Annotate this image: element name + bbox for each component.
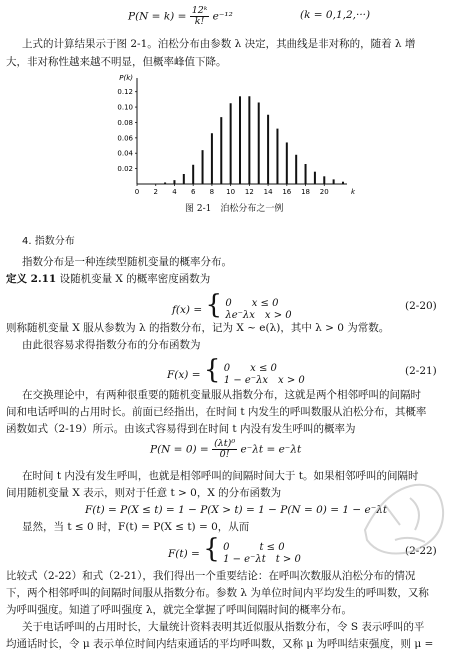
equation-2-22: F(t) = { 0 t ≤ 0 1 − e⁻λt t > 0 (168, 534, 301, 565)
x-tick-label: 12 (244, 188, 254, 196)
x-tick-label: 16 (282, 188, 292, 196)
equation-p0: P(N = 0) = $\frac{\text{(λt)⁰}}{0!} e^-\lambda t = e^-\lambda t$ (150, 438, 302, 460)
y-tick-label: 0.04 (117, 149, 133, 158)
x-tick-label: 2 (153, 188, 158, 196)
definition-text: 设随机变量 X 的概率密度函数为 (59, 273, 211, 285)
definition-label: 定义 2.11 (6, 273, 57, 285)
poisson-chart (105, 72, 355, 200)
equation-2-20: f(x) = { 0 x ≤ 0 λe⁻λx x > 0 (172, 290, 292, 321)
x-tick-label: 6 (190, 188, 196, 196)
formula-condition: (k = 0,1,2,···) (300, 9, 371, 21)
section-heading: 4. 指数分布 (22, 236, 75, 247)
para5-line2: 间和电话呼叫的占用时长。前面已经指出，在时间 t 内发生的呼叫数服从泊松分布，其概率 (6, 406, 427, 418)
figure-caption: 图 2-1 泊松分布之一例 (185, 204, 284, 214)
x-axis-label: k (351, 188, 355, 196)
para7: 显然，当 t ≤ 0 时，F(t) = P(X ≤ t) = 0，从而 (22, 521, 250, 533)
para8-line1: 比较式（2-22）和式（2-21），我们得出一个重要结论：在呼叫次数服从泊松分布的情况 (6, 570, 416, 582)
eq-tag-2-21: (2-21) (405, 365, 437, 377)
y-axis-label: P(k) (119, 74, 133, 82)
y-tick-label: 0.12 (117, 88, 133, 97)
para9-line1: 关于电话呼叫的占用时长，大量统计资料表明其近似服从指数分布，令 S 表示呼叫的平 (22, 621, 425, 633)
equation-2-21: F(x) = { 0 x ≤ 0 1 − e⁻λx x > 0 (167, 355, 305, 386)
y-tick-label: 0.08 (117, 118, 133, 127)
x-tick-label: 4 (172, 188, 177, 196)
y-tick-label: 0.02 (117, 165, 133, 174)
para1-line2: 大，非对称性越来越不明显，但概率峰值下降。 (6, 56, 227, 68)
x-tick-label: 18 (301, 188, 311, 196)
para3: 则称随机变量 X 服从参数为 λ 的指数分布，记为 X ~ e(λ)，其中 λ > 0 为常数。 (6, 322, 390, 334)
eq-tag-2-22: (2-22) (405, 545, 437, 557)
formula-lhs: P(N = k) = (128, 10, 187, 23)
para5-line1: 在交换理论中，有两种很重要的随机变量服从指数分布，这就是两个相邻呼叫的间隔时 (22, 389, 421, 401)
poisson-formula (128, 6, 233, 27)
x-tick-label: 10 (226, 188, 236, 196)
equation-ft: F(t) = P(X ≤ t) = 1 − P(X > t) = 1 − P(N = 0) = 1 − e⁻λt (85, 504, 388, 516)
para1-line1: 上式的计算结果示于图 2-1。泊松分布由参数 λ 决定，其曲线是非对称的，随着 λ 增 (22, 38, 416, 50)
para6-line1: 在时间 t 内没有发生呼叫，也就是相邻呼叫的间隔时间大于 t。如果相邻呼叫的间隔时 (22, 470, 419, 482)
para2: 指数分布是一种连续型随机变量的概率分布。 (22, 256, 232, 268)
formula-exp: e⁻¹² (212, 10, 233, 23)
x-tick-label: 14 (263, 188, 273, 196)
para5-line3: 函数如式（2-19）所示。由该式容易得到在时间 t 内没有发生呼叫的概率为 (6, 423, 356, 435)
para6-line2: 间用随机变量 X 表示，则对于任意 t > 0，X 的分布函数为 (6, 487, 282, 499)
para8-line2: 下，两个相邻呼叫的间隔时间服从指数分布。参数 λ 为单位时间内平均发生的呼叫数，又称 (6, 587, 429, 599)
stamp-watermark-icon (355, 470, 450, 560)
y-tick-label: 0.10 (117, 103, 133, 112)
eq-tag-2-20: (2-20) (405, 300, 437, 312)
para8-line3: 为呼叫强度。知道了呼叫强度 λ，就完全掌握了呼叫间隔时间的概率分布。 (6, 604, 352, 616)
x-tick-label: 20 (319, 188, 329, 196)
x-tick-label: 0 (134, 188, 140, 196)
para4: 由此很容易求得指数分布的分布函数为 (22, 339, 201, 351)
definition (6, 273, 210, 285)
formula-fraction: $\frac{\text{12ᵏ}}{k!}$ (191, 5, 208, 27)
para9-line2: 均通话时长，令 μ 表示单位时间内结束通话的平均呼叫数，又称 μ 为呼叫结束强度，则 μ = (6, 638, 434, 650)
x-tick-label: 8 (209, 188, 215, 196)
y-tick-label: 0.06 (117, 134, 133, 143)
